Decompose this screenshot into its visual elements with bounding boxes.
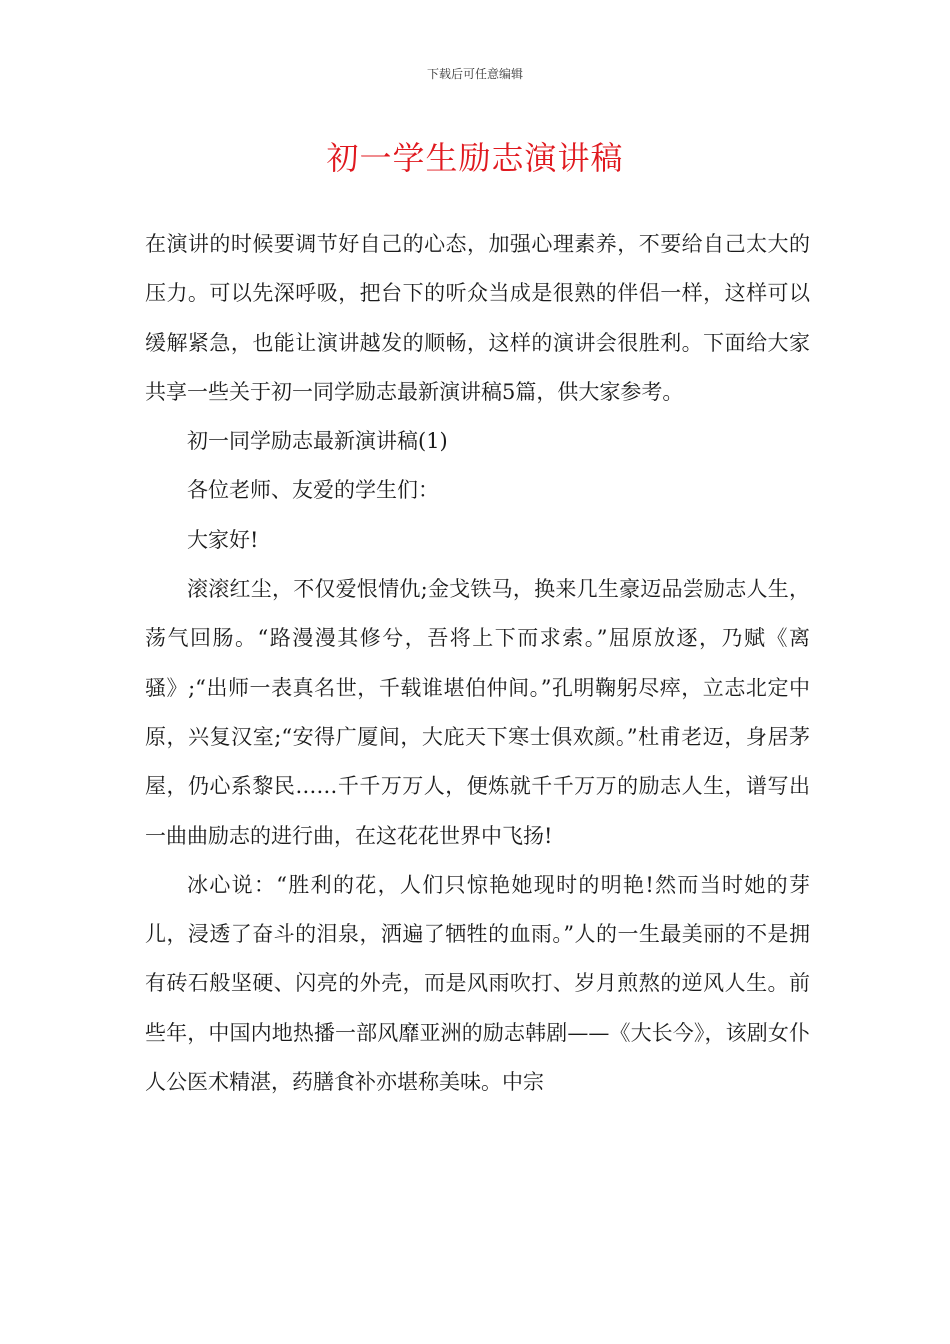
intro-paragraph: 在演讲的时候要调节好自己的心态，加强心理素养，不要给自己太大的压力。可以先深呼吸，把台下的听众当成是很熟的伴侣一样，这样可以缓解紧急，也能让演讲越发的顺畅，这样的演讲会很胜利。下面给大家共享一些关于初一同学励志最新演讲稿5篇，供大家参考。: [145, 232, 810, 404]
body-paragraph: 冰心说：“胜利的花，人们只惊艳她现时的明艳!然而当时她的芽儿，浸透了奋斗的泪泉，洒遍了牺牲的血雨。”人的一生最美丽的不是拥有砖石般坚硬、闪亮的外壳，而是风雨吹打、岁月煎熬的逆风人生。前些年，中国内地热播一部风靡亚洲的励志韩剧——《大长今》，该剧女仆人公医术精湛，药膳食补亦堪称美味。中宗: [145, 872, 810, 1095]
greeting: 大家好!: [187, 527, 259, 552]
header-note: 下载后可任意编辑: [426, 67, 523, 81]
speech-heading: 初一同学励志最新演讲稿(1): [187, 429, 448, 454]
salutation: 各位老师、友爱的学生们：: [187, 478, 439, 503]
body-paragraph: 滚滚红尘，不仅爱恨情仇;金戈铁马，换来几生豪迈品尝励志人生，荡气回肠。“路漫漫其修兮，吾将上下而求索。”屈原放逐，乃赋《离骚》;“出师一表真名世，千载谁堪伯仲间。”孔明鞠躬尽瘁，立志北定中原，兴复汉室;“安得广厦间，大庇天下寒士俱欢颜。”杜甫老迈，身居茅屋，仍心系黎民……千千万万人，便炼就千千万万的励志人生，谱写出一曲曲励志的进行曲，在这花花世界中飞扬!: [145, 577, 810, 848]
document-body: [145, 220, 810, 1107]
document-title: 初一学生励志演讲稿: [326, 139, 624, 177]
